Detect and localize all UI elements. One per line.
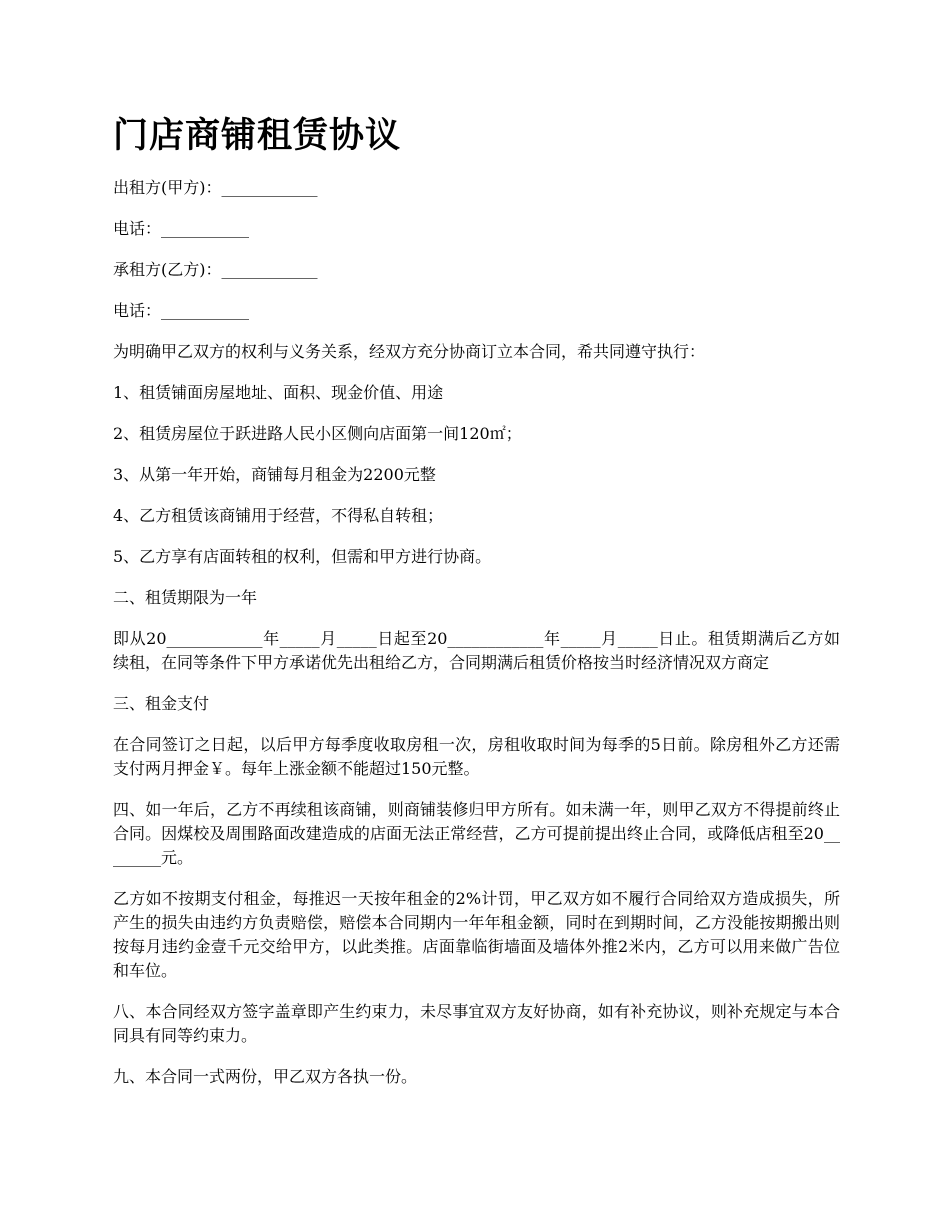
clause-2: 2、租赁房屋位于跃进路人民小区侧向店面第一间120㎡； <box>113 424 522 443</box>
clause-5: 5、乙方享有店面转租的权利，但需和甲方进行协商。 <box>113 547 492 566</box>
section-lease-term-heading: 二、租赁期限为一年 <box>113 588 258 607</box>
document-page <box>113 112 840 1106</box>
rent-payment-paragraph: 在合同签订之日起，以后甲方每季度收取房租一次，房租收取时间为每季的5日前。除房租外乙方还需支付两月押金￥。每年上涨金额不能超过150元整。 <box>113 735 840 778</box>
clause-4: 4、乙方租赁该商铺用于经营，不得私自转租； <box>113 506 444 525</box>
section-rent-payment-heading: 三、租金支付 <box>113 694 210 713</box>
document-title: 门店商铺租赁协议 <box>113 115 402 156</box>
section-four-paragraph: 四、如一年后，乙方不再续租该商铺，则商铺装修归甲方所有。如未满一年，则甲乙双方不得提前终止合同。因煤校及周围路面改建造成的店面无法正常经营，乙方可提前提出终止合同，或降低店租至20________元。 <box>113 800 840 867</box>
lessor-phone-line: 电话：___________ <box>113 219 250 238</box>
lessee-line: 承租方(乙方)：____________ <box>113 260 318 279</box>
lessee-phone-line: 电话：___________ <box>113 301 250 320</box>
clause-3: 3、从第一年开始，商铺每月租金为2200元整 <box>113 465 436 484</box>
lease-term-paragraph: 即从20____________年_____月_____日起至20____________年_____月_____日止。租赁期满后乙方如续租，在同等条件下甲方承诺优先出租给乙方，合同期满后租赁价格按当时经济情况双方商定 <box>113 629 840 672</box>
clause-1: 1、租赁铺面房屋地址、面积、现金价值、用途 <box>113 383 444 402</box>
lessor-line: 出租方(甲方)：____________ <box>113 178 318 197</box>
section-eight-paragraph: 八、本合同经双方签字盖章即产生约束力，未尽事宜双方友好协商，如有补充协议，则补充规定与本合同具有同等约束力。 <box>113 1002 840 1045</box>
penalty-paragraph: 乙方如不按期支付租金，每推迟一天按年租金的2%计罚，甲乙双方如不履行合同给双方造成损失，所产生的损失由违约方负责赔偿，赔偿本合同期内一年年租金额，同时在到期时间，乙方没能按期搬出则按每月违约金壹千元交给甲方，以此类推。店面靠临街墙面及墙体外推2米内，乙方可以用来做广告位和车位。 <box>113 889 840 980</box>
preamble-paragraph: 为明确甲乙双方的权利与义务关系，经双方充分协商订立本合同，希共同遵守执行： <box>113 342 706 361</box>
section-nine-paragraph: 九、本合同一式两份，甲乙双方各执一份。 <box>113 1067 418 1086</box>
